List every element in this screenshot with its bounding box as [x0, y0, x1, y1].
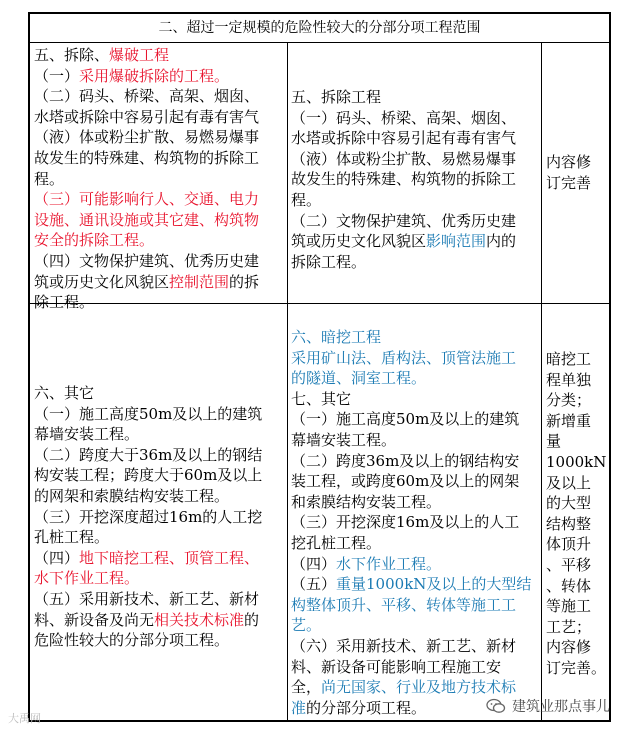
row2-middle-line: 的隧道、洞室工程。	[291, 369, 427, 388]
table-header: 二、超过一定规模的危险性较大的分部分项工程范围	[30, 14, 609, 43]
row2-middle-line: 艺。	[291, 616, 322, 635]
row1-left-line: （液）体或粉尘扩散、易燃易爆事	[34, 128, 260, 147]
wechat-icon	[486, 698, 506, 714]
row2-right-line: 、转体	[546, 576, 592, 595]
row2-right-line: 量	[546, 432, 562, 451]
scope-table	[28, 12, 611, 722]
row2-left-line: （一）施工高度50m及以上的建筑	[34, 404, 263, 423]
row1-middle-line: 程。	[291, 190, 322, 209]
row2-right-line: 订完善。	[546, 658, 607, 677]
row2-left-line: 的网架和索膜结构安装工程。	[34, 486, 230, 505]
row1-left-line: （二）码头、桥梁、高架、烟囱、	[34, 87, 260, 106]
row2-middle-line: 料、新设备可能影响工程施工安	[291, 657, 502, 676]
row2-right-line: 暗挖工	[546, 350, 592, 368]
row2-right-line: 结构整	[546, 514, 592, 533]
row2-middle-line: 全，尚无国家、行业及地方技术标	[291, 678, 517, 697]
row2-right-line: 体顶升	[546, 535, 592, 554]
row2-middle-line: （三）开挖深度16m及以上的人工	[291, 513, 520, 532]
row2-right-line: 、平移	[546, 555, 592, 574]
row2-right-line: 新增重	[546, 411, 592, 430]
row1-left-line: 程。	[34, 169, 65, 188]
row2-left-line: （四）地下暗挖工程、顶管工程、	[34, 548, 260, 567]
row2-middle-line: （四）水下作业工程。	[291, 554, 442, 573]
row2-left-line: （三）开挖深度超过16m的人工挖	[34, 507, 263, 526]
column-divider-2	[541, 43, 542, 722]
row1-left-line: 五、拆除、爆破工程	[34, 46, 170, 64]
row2-middle-line: 采用矿山法、盾构法、顶管法施工	[291, 348, 517, 367]
row1-right-line: 订完善	[546, 173, 592, 192]
row2-middle-line: 装工程，或跨度60m及以上的网架	[291, 472, 520, 491]
row2-middle-line: （五）重量1000kN及以上的大型结	[291, 575, 532, 594]
watermark-right-text: 建筑业那点事儿	[512, 699, 610, 715]
column-divider-1	[287, 43, 288, 722]
row2-right-line: 工艺；	[546, 617, 592, 636]
row2-right-line: 1000kN	[546, 452, 607, 471]
row2-right-line: 的大型	[546, 494, 592, 513]
row1-middle-cell	[291, 87, 539, 272]
row1-right-line: 内容修	[546, 153, 592, 171]
row1-middle-line: （二）文物保护建筑、优秀历史建	[291, 211, 517, 230]
row2-right-line: 等施工	[546, 597, 592, 616]
row1-left-line: （三）可能影响行人、交通、电力	[34, 190, 260, 209]
row2-middle-line: 和索膜结构安装工程。	[291, 492, 442, 511]
row2-left-line: 六、其它	[34, 384, 95, 402]
row1-right-cell	[546, 152, 608, 193]
row2-middle-line: 七、其它	[291, 389, 352, 408]
row2-left-line: （五）采用新技术、新工艺、新材	[34, 589, 260, 608]
row1-middle-line: （一）码头、桥梁、高架、烟囱、	[291, 108, 517, 127]
row1-left-line: 水塔或拆除中容易引起有毒有害气	[34, 107, 260, 126]
row2-left-line: 构安装工程；跨度大于60m及以上	[34, 466, 263, 485]
row2-middle-line: （二）跨度36m及以上的钢结构安	[291, 451, 520, 470]
row2-right-line: 分类；	[546, 391, 592, 410]
row1-left-cell	[34, 45, 286, 313]
row1-left-line: 设施、通讯设施或其它建、构筑物	[34, 210, 260, 229]
watermark-right	[486, 696, 610, 716]
row2-left-line: 水下作业工程。	[34, 569, 140, 588]
row2-middle-line: 挖孔桩工程。	[291, 533, 382, 552]
row2-right-cell	[546, 349, 608, 679]
row1-middle-line: 水塔或拆除中容易引起有毒有害气	[291, 129, 517, 148]
row2-left-line: 危险性较大的分部分项工程。	[34, 631, 230, 650]
row2-middle-line: （六）采用新技术、新工艺、新材	[291, 636, 517, 655]
row2-middle-line: （一）施工高度50m及以上的建筑	[291, 410, 520, 429]
row1-middle-line: 筑或历史文化风貌区影响范围内的	[291, 232, 517, 251]
row2-right-line: 及以上	[546, 473, 592, 492]
row2-middle-line: 幕墙安装工程。	[291, 430, 397, 449]
row2-middle-line: 六、暗挖工程	[291, 328, 382, 346]
row1-middle-line: （液）体或粉尘扩散、易燃易爆事	[291, 149, 517, 168]
row2-left-cell	[34, 383, 286, 651]
row2-left-line: （二）跨度大于36m及以上的钢结	[34, 445, 263, 464]
row1-left-line: （四）文物保护建筑、优秀历史建	[34, 251, 260, 270]
row2-middle-cell	[291, 327, 539, 718]
row1-left-line: 安全的拆除工程。	[34, 231, 155, 250]
row1-middle-line: 五、拆除工程	[291, 88, 382, 106]
row2-middle-line: 构整体顶升、平移、转体等施工工	[291, 595, 517, 614]
row2-left-line: 料、新设备及尚无相关技术标准的	[34, 610, 260, 629]
row1-middle-line: 故发生的特殊建、构筑物的拆除工	[291, 170, 517, 189]
row1-left-line: （一）采用爆破拆除的工程。	[34, 66, 230, 85]
watermark-left: 大禹网	[8, 712, 41, 725]
row2-middle-line: 准的分部分项工程。	[291, 698, 427, 717]
row2-left-line: 孔桩工程。	[34, 528, 110, 547]
row1-middle-line: 拆除工程。	[291, 252, 367, 271]
row1-left-line: 故发生的特殊建、构筑物的拆除工	[34, 148, 260, 167]
row2-right-line: 内容修	[546, 638, 592, 657]
row1-left-line: 除工程。	[34, 293, 95, 312]
row1-left-line: 筑或历史文化风貌区控制范围的拆	[34, 272, 260, 291]
row2-right-line: 程单独	[546, 370, 592, 389]
row2-left-line: 幕墙安装工程。	[34, 425, 140, 444]
